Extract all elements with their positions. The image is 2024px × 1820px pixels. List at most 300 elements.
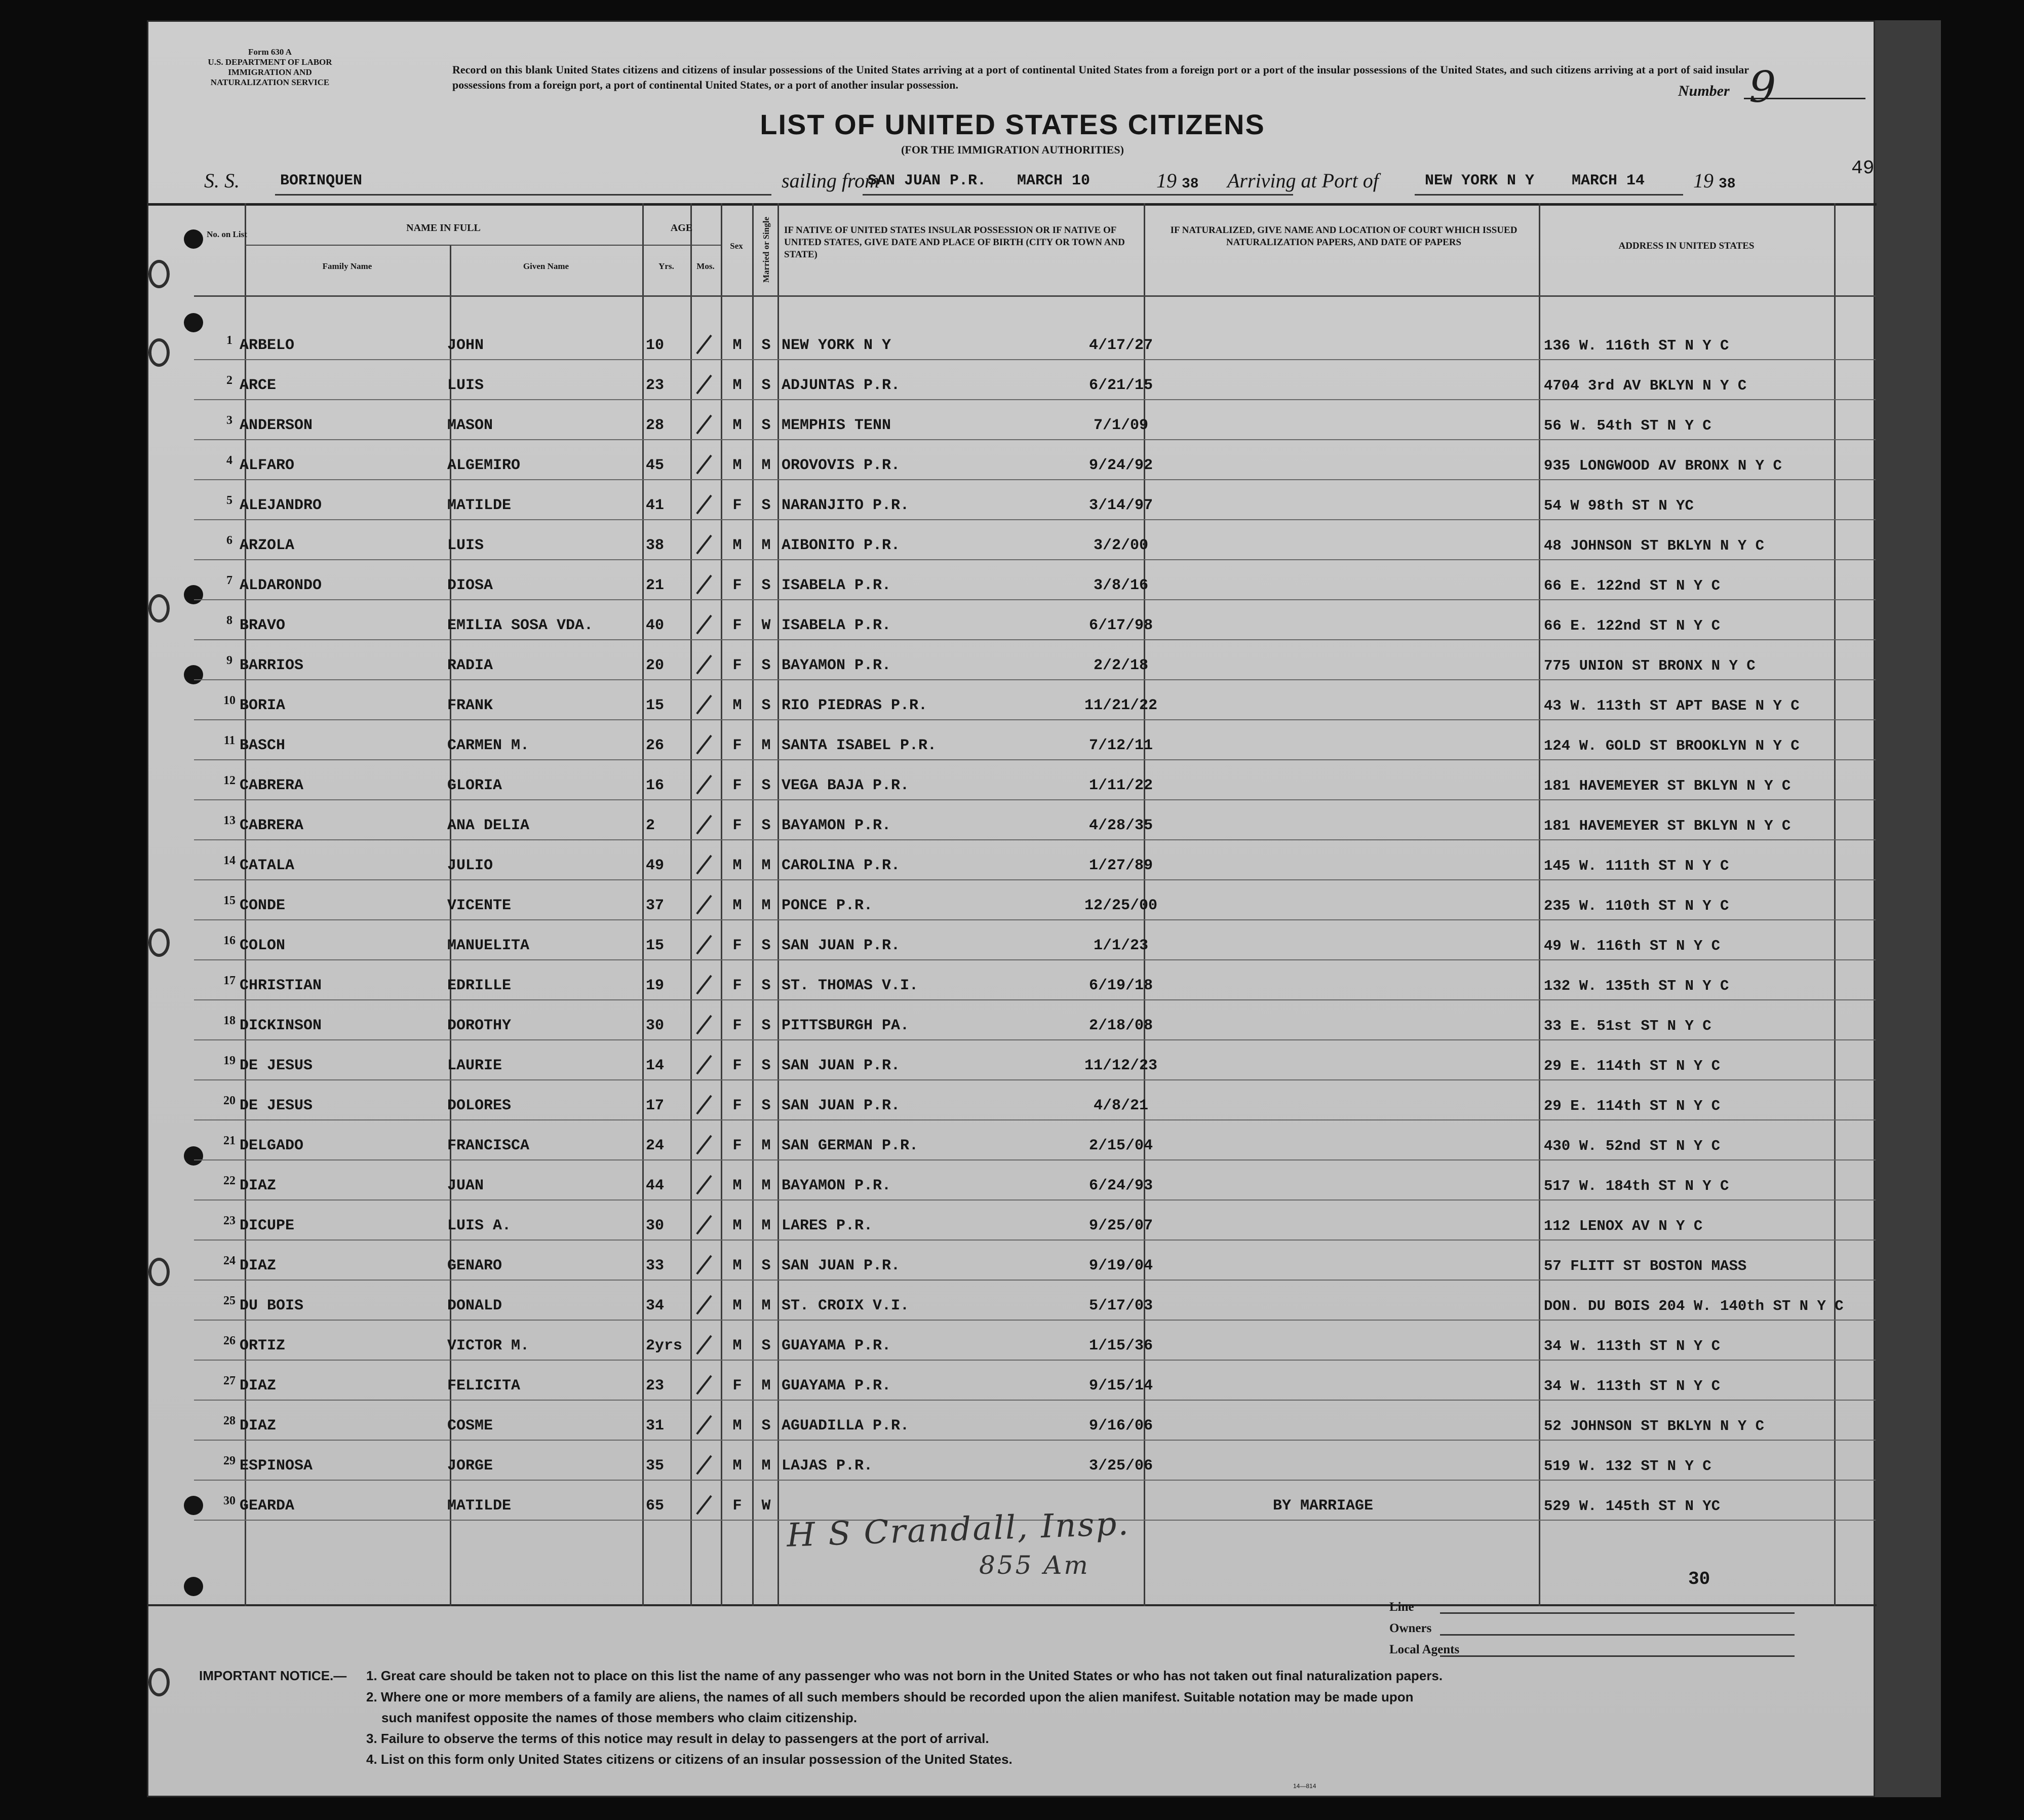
age-years: 17 — [646, 1097, 665, 1114]
row-number: 26 — [223, 1334, 236, 1347]
marital-status: M — [761, 737, 771, 754]
marital-status: S — [761, 377, 771, 394]
given-name: JORGE — [447, 1457, 493, 1475]
header-naturalized: IF NATURALIZED, GIVE NAME AND LOCATION OF COURT WHICH ISSUED NATURALIZATION PAPERS, AND DATE OF PAPERS — [1170, 225, 1517, 248]
form-identifier — [169, 47, 371, 88]
row-number: 16 — [223, 934, 236, 947]
row-number: 14 — [223, 854, 236, 867]
adjacent-page-edge — [1875, 20, 1941, 1797]
months-tick-mark — [696, 575, 712, 595]
family-name: DICUPE — [240, 1217, 295, 1234]
family-name: ARCE — [240, 377, 277, 394]
sex: F — [732, 817, 742, 834]
birth-date: 2/18/08 — [1088, 1017, 1153, 1034]
table-row — [148, 926, 1877, 966]
given-name: JOHN — [447, 337, 484, 354]
local-agents-field — [1440, 1655, 1795, 1657]
family-name: GEARDA — [240, 1497, 295, 1515]
marital-status: M — [761, 1457, 771, 1475]
marital-status: S — [761, 337, 771, 354]
us-address: 34 W. 113th ST N Y C — [1544, 1338, 1721, 1354]
birthplace: GUAYAMA P.R. — [782, 1377, 891, 1395]
months-tick-mark — [696, 935, 712, 955]
birth-date: 9/24/92 — [1088, 457, 1153, 474]
marital-status: S — [761, 1097, 771, 1114]
us-address: 29 E. 114th ST N Y C — [1544, 1098, 1721, 1114]
service-name-line1: IMMIGRATION AND — [228, 67, 312, 77]
sex: M — [732, 417, 742, 434]
header-name-in-full: NAME IN FULL — [406, 222, 481, 234]
months-tick-mark — [696, 495, 712, 515]
sex: M — [732, 1337, 742, 1354]
birthplace: ST. CROIX V.I. — [782, 1297, 910, 1314]
year-prefix-arrival: 19 38 — [1693, 169, 1736, 192]
header-rule — [245, 245, 690, 246]
age-years: 23 — [646, 1377, 665, 1395]
row-number: 2 — [226, 374, 232, 387]
birth-date: 3/25/06 — [1088, 1457, 1153, 1475]
total-passengers: 30 — [1688, 1569, 1710, 1590]
form-subtitle: (FOR THE IMMIGRATION AUTHORITIES) — [901, 143, 1124, 156]
sex: F — [732, 577, 742, 594]
age-years: 19 — [646, 977, 665, 994]
birth-date: 1/1/23 — [1093, 937, 1149, 954]
us-address: 519 W. 132 ST N Y C — [1544, 1458, 1711, 1475]
marital-status: M — [761, 537, 771, 554]
table-row — [148, 1006, 1877, 1046]
family-name: BORIA — [240, 697, 286, 714]
given-name: ALGEMIRO — [447, 457, 521, 474]
department-name: U.S. DEPARTMENT OF LABOR — [208, 57, 332, 67]
table-row — [148, 486, 1877, 526]
naturalization-info: BY MARRIAGE — [1273, 1497, 1374, 1515]
given-name: MATILDE — [447, 1497, 512, 1515]
age-years: 38 — [646, 537, 665, 554]
sailing-from-label: sailing from — [782, 169, 879, 192]
birthplace: ISABELA P.R. — [782, 577, 891, 594]
row-number: 24 — [223, 1254, 236, 1267]
sex: M — [732, 1417, 742, 1435]
sex: M — [732, 537, 742, 554]
age-years: 20 — [646, 657, 665, 674]
months-tick-mark — [696, 695, 712, 715]
marital-status: M — [761, 1217, 771, 1234]
service-name-line2: NATURALIZATION SERVICE — [210, 78, 330, 87]
months-tick-mark — [696, 975, 712, 995]
header-age: AGE — [670, 222, 693, 234]
given-name: DONALD — [447, 1297, 502, 1314]
months-tick-mark — [696, 1495, 712, 1515]
family-name: DICKINSON — [240, 1017, 322, 1034]
age-years: 31 — [646, 1417, 665, 1435]
age-years: 2 — [646, 817, 655, 834]
months-tick-mark — [696, 1215, 712, 1235]
row-number: 30 — [223, 1494, 236, 1507]
months-tick-mark — [696, 855, 712, 875]
table-row — [148, 686, 1877, 726]
birthplace: NARANJITO P.R. — [782, 497, 910, 514]
age-years: 14 — [646, 1057, 665, 1074]
given-name: MATILDE — [447, 497, 512, 514]
us-address: 181 HAVEMEYER ST BKLYN N Y C — [1544, 818, 1791, 834]
us-address: 56 W. 54th ST N Y C — [1544, 417, 1711, 434]
months-tick-mark — [696, 775, 712, 795]
us-address: 181 HAVEMEYER ST BKLYN N Y C — [1544, 778, 1791, 794]
given-name: DOLORES — [447, 1097, 512, 1114]
age-years: 15 — [646, 937, 665, 954]
row-number: 12 — [223, 774, 236, 787]
family-name: CHRISTIAN — [240, 977, 322, 994]
family-name: ESPINOSA — [240, 1457, 313, 1475]
birthplace: VEGA BAJA P.R. — [782, 777, 910, 794]
table-row — [148, 966, 1877, 1006]
months-tick-mark — [696, 1135, 712, 1155]
birth-date: 11/21/22 — [1084, 697, 1158, 714]
age-years: 33 — [646, 1257, 665, 1274]
family-name: DELGADO — [240, 1137, 304, 1154]
sex: F — [732, 1017, 742, 1034]
family-name: ARZOLA — [240, 537, 295, 554]
age-years: 34 — [646, 1297, 665, 1314]
row-number: 11 — [223, 734, 236, 747]
header-rule — [642, 245, 721, 246]
marital-status: S — [761, 1417, 771, 1435]
notice-item-2-cont: such manifest opposite the names of those members who claim citizenship. — [381, 1710, 858, 1725]
notice-item-3: 3. Failure to observe the terms of this notice may result in delay to passengers at the port of arrival. — [366, 1731, 989, 1746]
row-number: 9 — [226, 654, 232, 667]
binder-hole-shadow — [148, 1668, 170, 1696]
given-name: FRANCISCA — [447, 1137, 530, 1154]
birth-date: 9/15/14 — [1088, 1377, 1153, 1395]
family-name: DIAZ — [240, 1377, 277, 1395]
birth-date: 6/19/18 — [1088, 977, 1153, 994]
family-name: ORTIZ — [240, 1337, 286, 1354]
months-tick-mark — [696, 1055, 712, 1075]
given-name: EMILIA SOSA VDA. — [447, 617, 594, 634]
marital-status: M — [761, 857, 771, 874]
birth-date: 9/19/04 — [1088, 1257, 1153, 1274]
sex: F — [732, 1057, 742, 1074]
birthplace: SAN JUAN P.R. — [782, 1097, 901, 1114]
birthplace: PITTSBURGH PA. — [782, 1017, 910, 1034]
given-name: MANUELITA — [447, 937, 530, 954]
birth-date: 1/15/36 — [1088, 1337, 1153, 1354]
sex: F — [732, 1097, 742, 1114]
us-address: 48 JOHNSON ST BKLYN N Y C — [1544, 537, 1765, 554]
sex: M — [732, 337, 742, 354]
row-number: 15 — [223, 894, 236, 907]
months-tick-mark — [696, 335, 712, 355]
manifest-number: 9 — [1749, 62, 1776, 112]
notice-item-1: 1. Great care should be taken not to place on this list the name of any passenger who was not born in the United States or who has not taken out final naturalization papers. — [366, 1668, 1443, 1683]
given-name: VICTOR M. — [447, 1337, 530, 1354]
row-number: 17 — [223, 974, 236, 987]
table-row — [148, 886, 1877, 926]
sex: F — [732, 617, 742, 634]
months-tick-mark — [696, 415, 712, 435]
birth-date: 6/17/98 — [1088, 617, 1153, 634]
birthplace: SAN GERMAN P.R. — [782, 1137, 919, 1154]
header-address: ADDRESS IN UNITED STATES — [1618, 241, 1755, 251]
marital-status: S — [761, 577, 771, 594]
family-name: ANDERSON — [240, 417, 313, 434]
birthplace: ADJUNTAS P.R. — [782, 377, 901, 394]
marital-status: S — [761, 1257, 771, 1274]
table-row — [148, 726, 1877, 766]
table-row — [148, 1206, 1877, 1246]
departure-port: SAN JUAN P.R. — [868, 172, 987, 189]
given-name: LUIS — [447, 377, 484, 394]
age-years: 28 — [646, 417, 665, 434]
sex: M — [732, 1297, 742, 1314]
notice-item-4: 4. List on this form only United States citizens or citizens of an insular possession of the United States. — [366, 1752, 1013, 1767]
months-tick-mark — [696, 1295, 712, 1315]
owners-field — [1440, 1634, 1795, 1636]
table-row — [148, 646, 1877, 686]
birth-date: 1/11/22 — [1088, 777, 1153, 794]
age-years: 24 — [646, 1137, 665, 1154]
age-years: 10 — [646, 337, 665, 354]
row-number: 3 — [226, 414, 232, 427]
birthplace: ISABELA P.R. — [782, 617, 891, 634]
marital-status: M — [761, 1137, 771, 1154]
table-row — [148, 526, 1877, 566]
birth-date: 12/25/00 — [1084, 897, 1158, 914]
birth-date: 4/8/21 — [1093, 1097, 1149, 1114]
birthplace: SANTA ISABEL P.R. — [782, 737, 937, 754]
birth-date: 2/15/04 — [1088, 1137, 1153, 1154]
family-name: DIAZ — [240, 1257, 277, 1274]
family-name: CABRERA — [240, 817, 304, 834]
row-number: 10 — [223, 694, 236, 707]
row-number: 5 — [226, 494, 232, 507]
us-address: 33 E. 51st ST N Y C — [1544, 1018, 1711, 1034]
birthplace: BAYAMON P.R. — [782, 657, 891, 674]
marital-status: S — [761, 1057, 771, 1074]
table-row — [148, 446, 1877, 486]
months-tick-mark — [696, 815, 712, 835]
months-tick-mark — [696, 1375, 712, 1395]
months-tick-mark — [696, 1455, 712, 1475]
form-instructions: Record on this blank United States citizens and citizens of insular possessions of the United States arriving at a port of continental United States from a foreign port or a port of the insular possessions of the United States, and such citizens arriving at a port of said insular possessions from a foreign port, a port of continental United States, or a port of another insular possession. — [452, 63, 1749, 91]
form-number: Form 630 A — [248, 47, 292, 57]
row-number: 20 — [223, 1094, 236, 1107]
birth-date: 4/17/27 — [1088, 337, 1153, 354]
months-tick-mark — [696, 1255, 712, 1275]
birth-date: 2/2/18 — [1093, 657, 1149, 674]
marital-status: W — [761, 1497, 771, 1515]
us-address: 235 W. 110th ST N Y C — [1544, 898, 1729, 914]
table-row — [148, 366, 1877, 406]
given-name: LAURIE — [447, 1057, 502, 1074]
row-number: 25 — [223, 1294, 236, 1307]
sex: M — [732, 697, 742, 714]
marital-status: M — [761, 897, 771, 914]
birthplace: SAN JUAN P.R. — [782, 1057, 901, 1074]
sex: F — [732, 977, 742, 994]
us-address: 529 W. 145th ST N YC — [1544, 1498, 1721, 1515]
sex: F — [732, 937, 742, 954]
row-number: 13 — [223, 814, 236, 827]
ship-label: S. S. — [204, 169, 240, 192]
row-number: 23 — [223, 1214, 236, 1227]
owners-label: Owners — [1389, 1621, 1432, 1635]
marital-status: S — [761, 497, 771, 514]
given-name: LUIS — [447, 537, 484, 554]
page-number: 49 — [1851, 158, 1875, 179]
marital-status: S — [761, 777, 771, 794]
months-tick-mark — [696, 615, 712, 635]
birth-date: 7/1/09 — [1093, 417, 1149, 434]
age-years: 35 — [646, 1457, 665, 1475]
sex: M — [732, 857, 742, 874]
us-address: 52 JOHNSON ST BKLYN N Y C — [1544, 1418, 1765, 1435]
birth-date: 3/2/00 — [1093, 537, 1149, 554]
table-row — [148, 1126, 1877, 1166]
family-name: DU BOIS — [240, 1297, 304, 1314]
sex: M — [732, 897, 742, 914]
us-address: 57 FLITT ST BOSTON MASS — [1544, 1258, 1747, 1274]
sex: M — [732, 1177, 742, 1194]
marital-status: S — [761, 417, 771, 434]
sex: F — [732, 1497, 742, 1515]
us-address: 775 UNION ST BRONX N Y C — [1544, 657, 1756, 674]
family-name: ALEJANDRO — [240, 497, 322, 514]
row-number: 27 — [223, 1374, 236, 1387]
us-address: 4704 3rd AV BKLYN N Y C — [1544, 377, 1747, 394]
birthplace: NEW YORK N Y — [782, 337, 891, 354]
sex: F — [732, 777, 742, 794]
table-row — [148, 1086, 1877, 1126]
given-name: JUAN — [447, 1177, 484, 1194]
months-tick-mark — [696, 1415, 712, 1435]
table-row — [148, 1406, 1877, 1446]
marital-status: M — [761, 1377, 771, 1395]
given-name: JULIO — [447, 857, 493, 874]
family-name: CONDE — [240, 897, 286, 914]
row-number: 22 — [223, 1174, 236, 1187]
birthplace: LAJAS P.R. — [782, 1457, 873, 1475]
birth-date: 1/27/89 — [1088, 857, 1153, 874]
birth-date: 5/17/03 — [1088, 1297, 1153, 1314]
family-name: DE JESUS — [240, 1097, 313, 1114]
year-prefix-departure: 19 38 — [1156, 169, 1199, 192]
row-number: 1 — [226, 334, 232, 347]
age-years: 44 — [646, 1177, 665, 1194]
marital-status: S — [761, 1017, 771, 1034]
ship-name: BORINQUEN — [280, 172, 363, 189]
family-name: BASCH — [240, 737, 286, 754]
table-row — [148, 326, 1877, 366]
us-address: DON. DU BOIS 204 W. 140th ST N Y C — [1544, 1298, 1844, 1314]
birth-date: 7/12/11 — [1088, 737, 1153, 754]
months-tick-mark — [696, 455, 712, 475]
table-row — [148, 1326, 1877, 1366]
header-family-name: Family Name — [322, 261, 372, 271]
marital-status: S — [761, 937, 771, 954]
marital-status: S — [761, 1337, 771, 1354]
sex: F — [732, 1377, 742, 1395]
marital-status: M — [761, 1177, 771, 1194]
header-married-or-single: Married or Single — [761, 217, 771, 283]
us-address: 132 W. 135th ST N Y C — [1544, 978, 1729, 994]
row-number: 21 — [223, 1134, 236, 1147]
given-name: FELICITA — [447, 1377, 521, 1395]
arriving-label: Arriving at Port of — [1227, 169, 1379, 192]
us-address: 112 LENOX AV N Y C — [1544, 1218, 1703, 1234]
birth-date: 3/14/97 — [1088, 497, 1153, 514]
marital-status: S — [761, 977, 771, 994]
age-years: 37 — [646, 897, 665, 914]
marital-status: S — [761, 657, 771, 674]
birth-date: 4/28/35 — [1088, 817, 1153, 834]
header-no-on-list: No. on List — [207, 229, 247, 239]
number-label: Number — [1678, 83, 1730, 99]
us-address: 43 W. 113th ST APT BASE N Y C — [1544, 698, 1800, 714]
birth-date: 6/21/15 — [1088, 377, 1153, 394]
sex: M — [732, 1217, 742, 1234]
months-tick-mark — [696, 895, 712, 915]
birthplace: LARES P.R. — [782, 1217, 873, 1234]
marital-status: M — [761, 457, 771, 474]
family-name: DIAZ — [240, 1417, 277, 1435]
given-name: CARMEN M. — [447, 737, 530, 754]
table-row — [148, 846, 1877, 886]
header-given-name: Given Name — [523, 261, 569, 271]
us-address: 935 LONGWOOD AV BRONX N Y C — [1544, 457, 1782, 474]
us-address: 145 W. 111th ST N Y C — [1544, 858, 1729, 874]
table-row — [148, 606, 1877, 646]
line-field — [1440, 1612, 1795, 1614]
given-name: VICENTE — [447, 897, 512, 914]
us-address: 49 W. 116th ST N Y C — [1544, 938, 1721, 954]
birthplace: MEMPHIS TENN — [782, 417, 891, 434]
birthplace: SAN JUAN P.R. — [782, 937, 901, 954]
age-years: 2yrs — [646, 1337, 683, 1354]
age-years: 21 — [646, 577, 665, 594]
family-name: CABRERA — [240, 777, 304, 794]
row-number: 29 — [223, 1454, 236, 1467]
departure-date-underline — [1009, 194, 1293, 196]
sex: F — [732, 737, 742, 754]
arrival-date: MARCH 14 — [1572, 172, 1645, 189]
family-name: BRAVO — [240, 617, 286, 634]
months-tick-mark — [696, 735, 712, 755]
age-years: 26 — [646, 737, 665, 754]
us-address: 136 W. 116th ST N Y C — [1544, 337, 1729, 354]
family-name: CATALA — [240, 857, 295, 874]
sex: M — [732, 457, 742, 474]
given-name: MASON — [447, 417, 493, 434]
age-years: 30 — [646, 1217, 665, 1234]
us-address: 34 W. 113th ST N Y C — [1544, 1378, 1721, 1395]
row-number: 28 — [223, 1414, 236, 1427]
row-number: 6 — [226, 534, 232, 547]
row-number: 4 — [226, 454, 232, 467]
arrival-port: NEW YORK N Y — [1425, 172, 1535, 189]
given-name: COSME — [447, 1417, 493, 1435]
family-name: COLON — [240, 937, 286, 954]
age-years: 23 — [646, 377, 665, 394]
birthplace: PONCE P.R. — [782, 897, 873, 914]
family-name: ALFARO — [240, 457, 295, 474]
family-name: ALDARONDO — [240, 577, 322, 594]
marital-status: S — [761, 817, 771, 834]
header-mos: Mos. — [696, 261, 715, 271]
row-number: 19 — [223, 1054, 236, 1067]
sex: F — [732, 1137, 742, 1154]
given-name: EDRILLE — [447, 977, 512, 994]
